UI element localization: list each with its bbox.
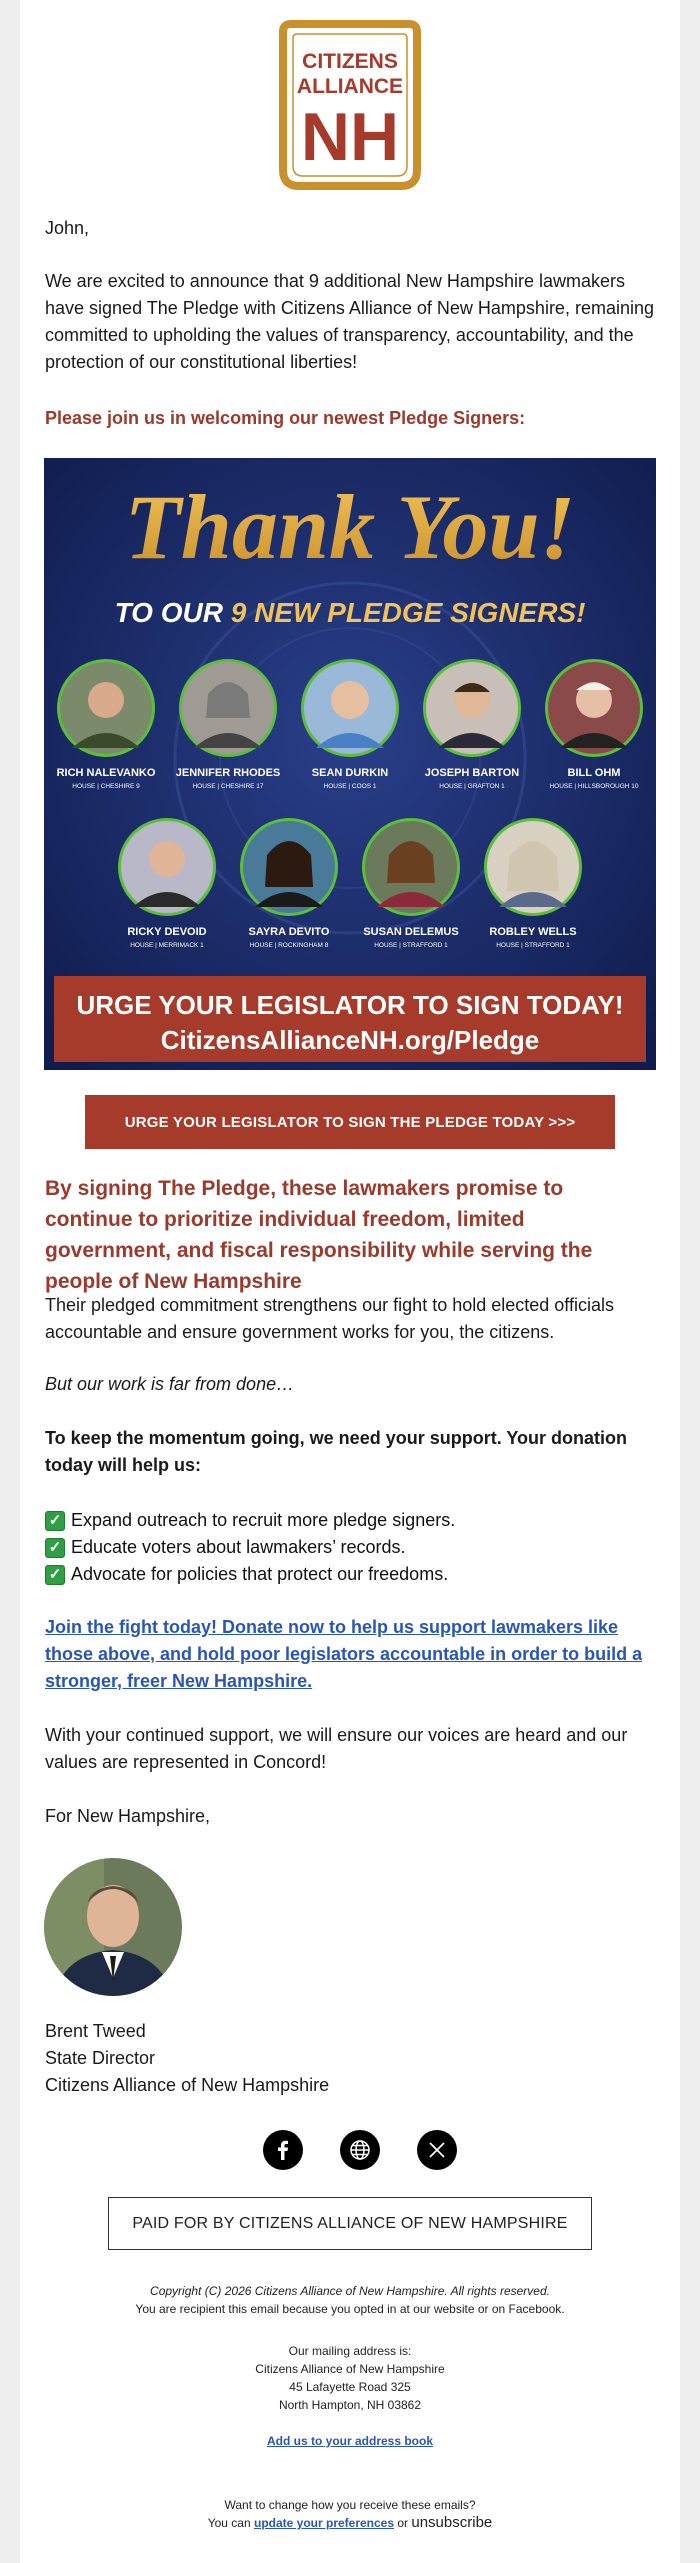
thank-you-banner[interactable] bbox=[44, 458, 656, 1070]
signer-district: HOUSE | CHESHIRE 17 bbox=[192, 783, 264, 790]
signer-name: SUSAN DELEMUS bbox=[363, 926, 459, 938]
globe-icon[interactable] bbox=[340, 2130, 380, 2170]
footer-address-book bbox=[20, 2432, 680, 2450]
update-preferences-link[interactable]: update your preferences bbox=[253, 2516, 395, 2530]
paid-for-disclaimer: PAID FOR BY CITIZENS ALLIANCE OF NEW HAMPSHIRE bbox=[108, 2197, 592, 2250]
signer-district: HOUSE | COOS 1 bbox=[323, 783, 377, 790]
signer-portrait bbox=[362, 818, 460, 916]
avatar bbox=[44, 1858, 182, 1996]
banner-thank-you: Thank You! bbox=[124, 476, 576, 578]
signer-portrait bbox=[484, 818, 582, 916]
check-icon: ✓ bbox=[45, 1538, 65, 1558]
pledge-statement: By signing The Pledge, these lawmakers promise to continue to prioritize individual freedom, limited government, and fiscal responsibility while serving the people of New Hampshire bbox=[45, 1177, 593, 1293]
signer-district: HOUSE | STRAFFORD 1 bbox=[374, 942, 448, 949]
footer-copyright: Copyright (C) 2026 Citizens Alliance of New Hampshire. All rights reserved. bbox=[150, 2284, 550, 2298]
greeting: John, bbox=[45, 218, 90, 238]
list-item-text: Educate voters about lawmakers’ records. bbox=[71, 1537, 406, 1557]
signer-portrait bbox=[118, 818, 216, 916]
signer-portrait bbox=[423, 659, 521, 757]
footer-you-can: You can bbox=[207, 2516, 254, 2530]
signer-name: JOSEPH BARTON bbox=[424, 767, 520, 779]
footer-recipient: You are recipient this email because you opted in at our website or on Facebook. bbox=[135, 2302, 565, 2316]
signer-name: ROBLEY WELLS bbox=[489, 926, 577, 938]
commitment-paragraph: Their pledged commitment strengthens our fight to hold elected officials accountable and ensure government works for you, the citizens. bbox=[45, 1295, 614, 1342]
banner-urge-line1: URGE YOUR LEGISLATOR TO SIGN TODAY! bbox=[76, 990, 624, 1020]
signoff: For New Hampshire, bbox=[45, 1806, 211, 1826]
check-icon: ✓ bbox=[45, 1565, 65, 1585]
logo-line3: NH bbox=[300, 99, 400, 175]
donate-block bbox=[45, 1614, 655, 1695]
signer-name: BILL OHM bbox=[567, 767, 621, 779]
signer-portrait bbox=[545, 659, 643, 757]
signature-org: Citizens Alliance of New Hampshire bbox=[45, 2075, 330, 2095]
logo-line2: ALLIANCE bbox=[296, 75, 404, 98]
footer-change-question: Want to change how you receive these emails? bbox=[224, 2498, 476, 2512]
signer-district: HOUSE | MERRIMACK 1 bbox=[130, 942, 204, 949]
banner-urge-line2: CitizensAllianceNH.org/Pledge bbox=[160, 1025, 540, 1055]
footer-address-city: North Hampton, NH 03862 bbox=[278, 2398, 422, 2412]
footer-or: or bbox=[394, 2516, 412, 2530]
footer-mailing-label: Our mailing address is: bbox=[288, 2344, 412, 2358]
list-item bbox=[45, 1561, 655, 1588]
banner-subtitle: TO OUR 9 NEW PLEDGE SIGNERS! bbox=[114, 597, 586, 628]
signer-district: HOUSE | ROCKINGHAM 8 bbox=[249, 942, 329, 949]
signer-name: RICKY DEVOID bbox=[127, 926, 207, 938]
footer-address-street: 45 Lafayette Road 325 bbox=[289, 2380, 411, 2394]
unsubscribe-link[interactable]: unsubscribe bbox=[411, 2514, 493, 2531]
signer-portrait bbox=[57, 659, 155, 757]
list-item bbox=[45, 1507, 655, 1534]
signer-district: HOUSE | STRAFFORD 1 bbox=[496, 942, 570, 949]
not-done-text: But our work is far from done… bbox=[45, 1374, 295, 1394]
signature-title: State Director bbox=[45, 2048, 156, 2068]
signer-district: HOUSE | CHESHIRE 9 bbox=[72, 783, 140, 790]
urge-legislator-button[interactable]: URGE YOUR LEGISLATOR TO SIGN THE PLEDGE TODAY >>> bbox=[85, 1095, 615, 1149]
list-item bbox=[45, 1534, 655, 1561]
citizens-alliance-logo[interactable] bbox=[277, 20, 423, 192]
welcome-heading: Please join us in welcoming our newest Pledge Signers: bbox=[45, 408, 526, 428]
momentum-paragraph: To keep the momentum going, we need your support. Your donation today will help us: bbox=[45, 1428, 628, 1475]
list-item-text: Advocate for policies that protect our freedoms. bbox=[71, 1564, 449, 1584]
signer-name: RICH NALEVANKO bbox=[56, 767, 156, 779]
continued-paragraph: With your continued support, we will ensure our voices are heard and our values are represented in Concord! bbox=[45, 1725, 628, 1772]
signer-name: JENNIFER RHODES bbox=[175, 767, 281, 779]
check-icon: ✓ bbox=[45, 1511, 65, 1531]
signer-district: HOUSE | HILLSBOROUGH 10 bbox=[549, 783, 639, 790]
list-item-text: Expand outreach to recruit more pledge signers. bbox=[71, 1510, 456, 1530]
logo-line1: CITIZENS bbox=[302, 50, 398, 73]
x-icon[interactable] bbox=[417, 2130, 457, 2170]
signer-name: SEAN DURKIN bbox=[311, 767, 389, 779]
signer-portrait bbox=[301, 659, 399, 757]
intro-paragraph: We are excited to announce that 9 additional New Hampshire lawmakers have signed The Pledge with Citizens Alliance of New Hampshire, remaining committed to upholding the values of transparency, accountability, and the protection of our constitutional liberties! bbox=[45, 271, 654, 372]
facebook-icon[interactable] bbox=[263, 2130, 303, 2170]
footer-preferences bbox=[20, 2514, 680, 2532]
signer-portrait bbox=[240, 818, 338, 916]
signer-district: HOUSE | GRAFTON 1 bbox=[439, 783, 505, 790]
add-address-book-link[interactable]: Add us to your address book bbox=[266, 2434, 434, 2448]
donate-link[interactable]: Join the fight today! Donate now to help us support lawmakers like those above, and hold poor legislators accountable in order to build a stronger, freer New Hampshire. bbox=[45, 1617, 643, 1691]
signer-name: SAYRA DEVITO bbox=[248, 926, 330, 938]
social-links bbox=[263, 2130, 457, 2170]
checklist bbox=[45, 1507, 655, 1588]
email-card bbox=[20, 0, 680, 2563]
signature-name: Brent Tweed bbox=[45, 2021, 146, 2041]
signer-portrait bbox=[179, 659, 277, 757]
footer-address-org: Citizens Alliance of New Hampshire bbox=[255, 2362, 445, 2376]
